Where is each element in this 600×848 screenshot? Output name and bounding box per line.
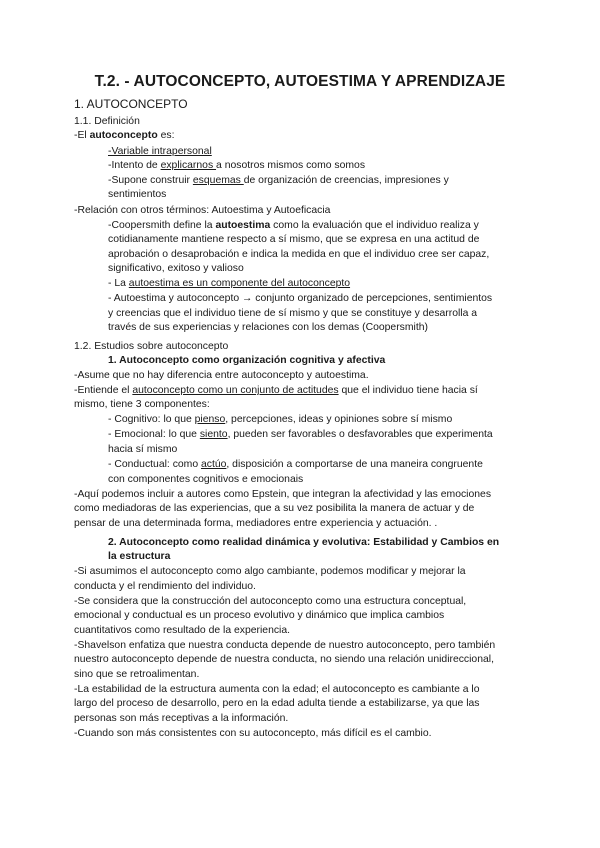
bullet-explicarnos <box>108 159 365 172</box>
underlined-term: explicarnos <box>160 160 217 171</box>
component-conductual-1 <box>108 458 483 471</box>
text-span: que el individuo tiene hacia sí <box>338 385 478 396</box>
text-span: -Entiende el <box>74 385 133 396</box>
coopersmith-line-4: significativo, exitoso y valioso <box>108 263 244 274</box>
coopersmith-line-2: cotidianamente mantiene respecto a sí mismo, que se expresa en una actitud de <box>108 234 480 245</box>
paragraph-se-considera-3: cuantitativos como resultado de la experiencia. <box>74 625 291 636</box>
underlined-term: autoconcepto como un conjunto de actitudes <box>132 385 339 396</box>
heading-organizacion-cognitiva: 1. Autoconcepto como organización cognitiva y afectiva <box>108 355 386 366</box>
paragraph-si-asumimos-1: -Si asumimos el autoconcepto como algo cambiante, podemos modificar y mejorar la <box>74 566 466 577</box>
paragraph-shavelson-3: sino que se retroalimentan. <box>74 669 200 680</box>
la-autoestima-line <box>108 277 350 290</box>
autoestima-autoconcepto-line-2: y creencias que el individuo tiene de sí mismo y que se constituye y desarrolla a <box>108 308 478 319</box>
text-span: -Supone construir <box>108 175 193 186</box>
paragraph-aqui-2: como mediadoras de las experiencias, que a su vez posibilita la manera de actuar y de <box>74 503 475 514</box>
underlined-term: esquemas <box>192 175 244 186</box>
bold-term: autoconcepto <box>89 130 158 141</box>
text-span: -Coopersmith define la <box>108 220 216 231</box>
coopersmith-line-1 <box>108 219 479 232</box>
bold-term: autoestima <box>215 220 271 231</box>
paragraph-shavelson-1: -Shavelson enfatiza que nuestra conducta depende de nuestro autoconcepto, pero también <box>74 640 496 651</box>
paragraph-estabilidad-1: -La estabilidad de la estructura aumenta con la edad; el autoconcepto es cambiante a lo <box>74 684 480 695</box>
coopersmith-line-3: aprobación o desaprobación e indica la medida en que el individuo cree ser capaz, <box>108 249 490 260</box>
paragraph-aqui-1: -Aquí podemos incluir a autores como Epstein, que integran la afectividad y las emociones <box>74 489 492 500</box>
component-cognitivo <box>108 413 452 426</box>
paragraph-aqui-3: pensar de una determinada forma, mediadores entre experiencia y actuación. . <box>74 518 438 529</box>
text-span: - Cognitivo: lo que <box>108 414 195 425</box>
paragraph-asume: -Asume que no hay diferencia entre autoconcepto y autoestima. <box>74 370 369 381</box>
subsection-definicion: 1.1. Definición <box>74 116 140 127</box>
underlined-term: actúo <box>200 459 227 470</box>
paragraph-se-considera-1: -Se considera que la construcción del autoconcepto como una estructura conceptual, <box>74 596 467 607</box>
paragraph-shavelson-2: nuestro autoconcepto depende de nuestra conducta, no siendo una relación unidireccional, <box>74 654 494 665</box>
paragraph-estabilidad-3: personas son más receptivas a la información. <box>74 713 289 724</box>
paragraph-estabilidad-2: largo del proceso de desarrollo, pero en la edad adulta tiende a estabilizarse, ya que las <box>74 698 480 709</box>
text-span: -Intento de <box>108 160 161 171</box>
autoestima-autoconcepto-line-1: - Autoestima y autoconcepto → conjunto organizado de percepciones, sentimientos <box>108 293 493 304</box>
autoestima-autoconcepto-line-3: través de sus experiencias y relaciones con los demas (Coopersmith) <box>108 322 428 333</box>
document-title: T.2. - AUTOCONCEPTO, AUTOESTIMA Y APRENDIZAJE <box>94 73 506 90</box>
bullet-esquemas-cont: sentimientos <box>108 189 167 200</box>
text-span: - Conductual: como <box>108 459 201 470</box>
heading-realidad-dinamica-2: la estructura <box>108 551 171 562</box>
text-span: , pueden ser favorables o desfavorables que experimenta <box>227 429 493 440</box>
text-span: de organización de creencias, impresiones y <box>243 175 449 186</box>
paragraph-si-asumimos-2: conducta y el rendimiento del individuo. <box>74 581 256 592</box>
paragraph-entiende-2: mismo, tiene 3 componentes: <box>74 399 210 410</box>
paragraph-se-considera-2: emocional y conductual es un proceso evolutivo y dinámico que implica cambios <box>74 610 445 621</box>
text-span: -El <box>74 130 90 141</box>
subsection-estudios: 1.2. Estudios sobre autoconcepto <box>74 341 229 352</box>
component-conductual-2: con componentes cognitivos e emocionais <box>108 474 304 485</box>
text-span: , disposición a comportarse de una maneira congruente <box>226 459 483 470</box>
heading-realidad-dinamica-1: 2. Autoconcepto como realidad dinámica y evolutiva: Estabilidad y Cambios en <box>108 537 500 548</box>
underlined-term: pienso <box>194 414 226 425</box>
text-span: es: <box>157 130 175 141</box>
bullet-esquemas <box>108 174 449 187</box>
paragraph-cuando: -Cuando son más consistentes con su autoconcepto, más difícil es el cambio. <box>74 728 432 739</box>
definition-line <box>74 129 174 142</box>
section-heading-autoconcepto: 1. AUTOCONCEPTO <box>74 97 188 111</box>
paragraph-entiende-1 <box>74 384 478 397</box>
component-emocional-1 <box>108 428 493 441</box>
text-span: como la evaluación que el individuo realiza y <box>270 220 479 231</box>
text-span: - Emocional: lo que <box>108 429 200 440</box>
underlined-term: autoestima es un componente del autoconcepto <box>128 278 351 289</box>
text-span: - La <box>108 278 129 289</box>
underlined-term: siento <box>199 429 228 440</box>
relacion-line: -Relación con otros términos: Autoestima y Autoeficacia <box>74 205 331 216</box>
text-span: a nosotros mismos como somos <box>216 160 366 171</box>
bullet-variable-intrapersonal: -Variable intrapersonal <box>108 146 212 157</box>
text-span: , percepciones, ideas y opiniones sobre sí mismo <box>225 414 453 425</box>
component-emocional-2: hacia sí mismo <box>108 444 178 455</box>
